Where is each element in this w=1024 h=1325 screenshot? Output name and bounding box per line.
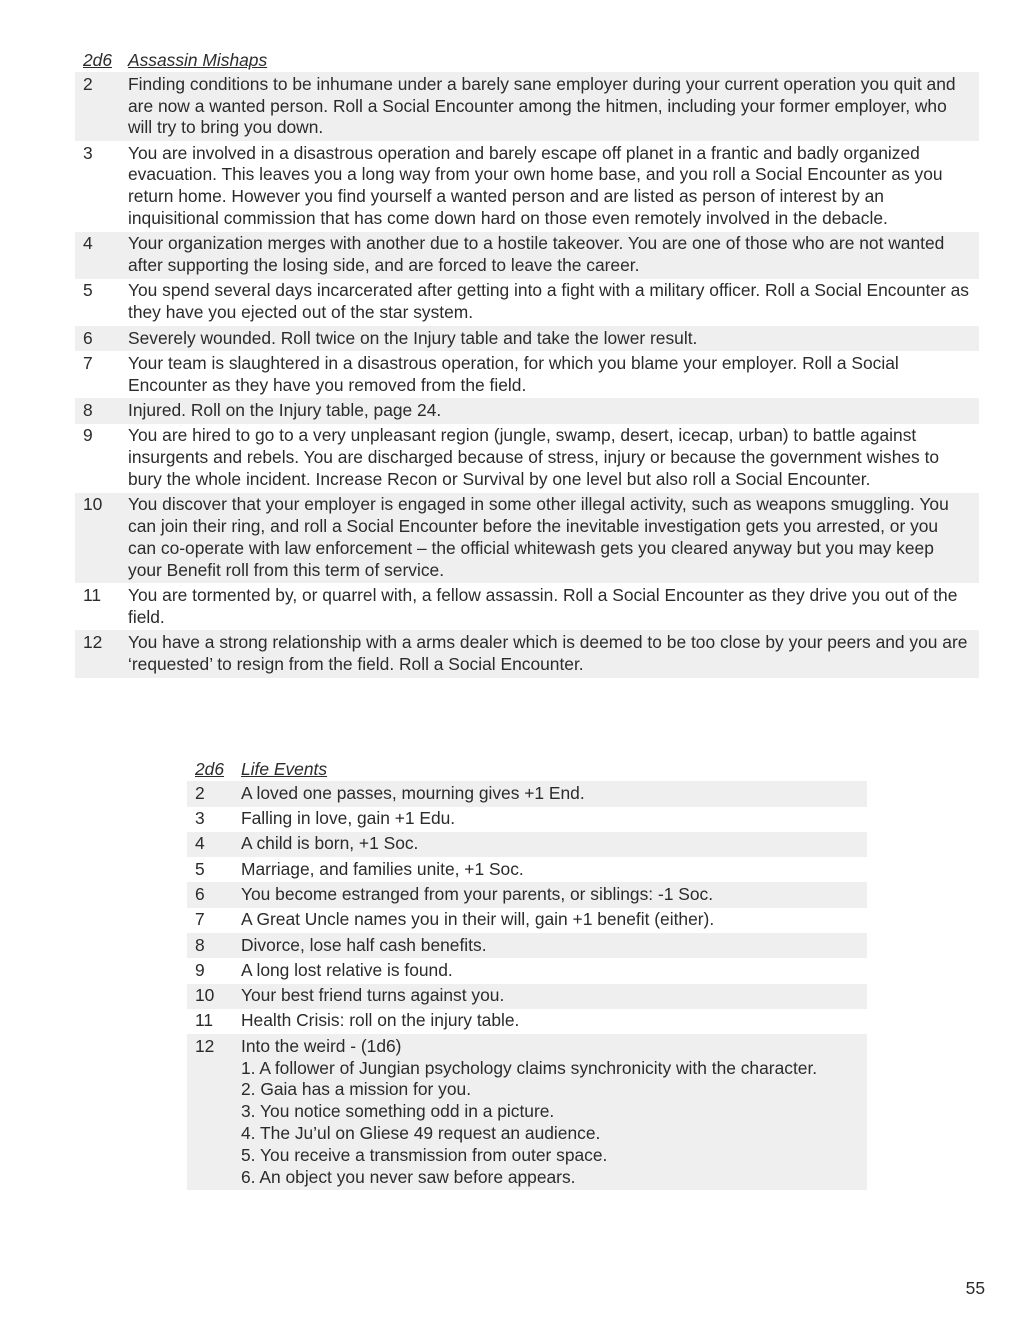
roll-value: 12 (75, 630, 128, 677)
weird-subitem: 2. Gaia has a mission for you. (241, 1079, 472, 1100)
table-row (187, 807, 867, 832)
row-text: Divorce, lose half cash benefits. (241, 933, 867, 958)
roll-value: 5 (195, 858, 205, 879)
table-row (75, 493, 979, 584)
table-title: Life Events (241, 757, 867, 781)
table-row (187, 1009, 867, 1034)
row-text: You spend several days incarcerated after getting into a fight with a military officer. Roll a Social Encounter as they have you ejected out of the star system. (128, 280, 970, 323)
row-text: A loved one passes, mourning gives +1 End. (241, 781, 867, 806)
table-header (75, 48, 979, 72)
roll-value: 5 (83, 280, 93, 301)
weird-subitem: 3. You notice something odd in a picture. (241, 1101, 555, 1122)
table-row (187, 958, 867, 983)
table-row (187, 857, 867, 882)
row-text: A long lost relative is found. (241, 959, 453, 980)
table-row (75, 583, 979, 630)
row-text: You have a strong relationship with a arms dealer which is deemed to be too close by your peers and you are ‘requested’ to resign from the field. Roll a Social Encounter. (128, 630, 979, 677)
row-text: Injured. Roll on the Injury table, page 24. (128, 398, 979, 423)
table-row (75, 72, 979, 141)
roll-value: 8 (187, 933, 241, 958)
row-text: Marriage, and families unite, +1 Soc. (241, 858, 524, 879)
table-row-weird (187, 1034, 867, 1190)
table-row (75, 141, 979, 232)
roll-value: 10 (75, 493, 128, 584)
table-row (75, 279, 979, 326)
table-row (187, 832, 867, 857)
roll-value: 7 (83, 352, 93, 373)
roll-value: 11 (195, 1010, 214, 1031)
roll-value: 7 (195, 909, 205, 930)
row-text: You discover that your employer is engaged in some other illegal activity, such as weapons smuggling. You can join their ring, and roll a Social Encounter before the inevitable investigation gets you arrested, or you can co-operate with law enforcement – the official whitewash gets you cleared anyway but you may keep your Benefit roll from this term of service. (128, 493, 979, 584)
roll-value: 10 (187, 984, 241, 1009)
table-header (187, 757, 867, 781)
row-text: Your best friend turns against you. (241, 984, 867, 1009)
table-row (187, 908, 867, 933)
roll-value: 4 (187, 832, 241, 857)
weird-subitem: 5. You receive a transmission from outer space. (241, 1144, 608, 1165)
table-row (187, 882, 867, 907)
weird-subitem: 4. The Ju’ul on Gliese 49 request an audience. (241, 1122, 601, 1143)
row-text: Severely wounded. Roll twice on the Injury table and take the lower result. (128, 326, 979, 351)
table-row (75, 424, 979, 493)
table-row (75, 630, 979, 677)
row-text: You are involved in a disastrous operation and barely escape off planet in a frantic and badly organized evacuation. This leaves you a long way from your own home base, and you roll a Social Encounter as you return home. However you find yourself a wanted person and are listed as person of interest by an inquisitional commission that has come down hard on those even remotely involved in the debacle. (128, 142, 943, 229)
row-text: Health Crisis: roll on the injury table. (241, 1010, 520, 1031)
roll-value: 3 (195, 808, 205, 829)
roll-value: 6 (75, 326, 128, 351)
table-row (75, 398, 979, 423)
table-title: Assassin Mishaps (128, 48, 979, 72)
roll-value: 9 (195, 959, 205, 980)
row-text: Falling in love, gain +1 Edu. (241, 808, 456, 829)
roll-value: 2 (187, 781, 241, 806)
roll-value: 6 (187, 882, 241, 907)
row-text: A child is born, +1 Soc. (241, 832, 867, 857)
weird-subitem: 6. An object you never saw before appears. (241, 1166, 576, 1187)
assassin-mishaps-table (75, 48, 979, 678)
row-text (241, 1034, 867, 1190)
life-events-table (187, 757, 867, 1190)
roll-value: 4 (75, 232, 128, 279)
roll-value: 2 (75, 72, 128, 141)
roll-value: 3 (83, 142, 93, 163)
die-label: 2d6 (75, 48, 128, 72)
table-row (187, 933, 867, 958)
table-row (75, 232, 979, 279)
row-text: Your organization merges with another due to a hostile takeover. You are one of those who are not wanted after supporting the losing side, and are forced to leave the career. (128, 232, 979, 279)
table-row (75, 351, 979, 398)
die-label: 2d6 (187, 757, 241, 781)
row-text: You are hired to go to a very unpleasant region (jungle, swamp, desert, icecap, urban) to battle against insurgents and rebels. You are discharged because of stress, injury or because the government wishes to bury the whole incident. Increase Recon or Survival by one level but also roll a Social Encounter. (128, 425, 940, 489)
table-row (187, 984, 867, 1009)
roll-value: 9 (83, 425, 93, 446)
weird-heading: Into the weird - (1d6) (241, 1035, 402, 1056)
weird-subitem: 1. A follower of Jungian psychology claims synchronicity with the character. (241, 1057, 818, 1078)
roll-value: 11 (83, 584, 102, 605)
table-row (75, 326, 979, 351)
row-text: Finding conditions to be inhumane under a barely sane employer during your current operation you quit and are now a wanted person. Roll a Social Encounter among the hitmen, including your former employer, who will try to bring you down. (128, 72, 979, 141)
row-text: You become estranged from your parents, or siblings: -1 Soc. (241, 882, 867, 907)
row-text: You are tormented by, or quarrel with, a fellow assassin. Roll a Social Encounter as they drive you out of the field. (128, 584, 958, 627)
roll-value: 8 (75, 398, 128, 423)
row-text: A Great Uncle names you in their will, gain +1 benefit (either). (241, 909, 715, 930)
page-number: 55 (965, 1278, 985, 1298)
roll-value: 12 (187, 1034, 241, 1190)
table-row (187, 781, 867, 806)
row-text: Your team is slaughtered in a disastrous operation, for which you blame your employer. Roll a Social Encounter as they have you removed from the field. (128, 352, 899, 395)
